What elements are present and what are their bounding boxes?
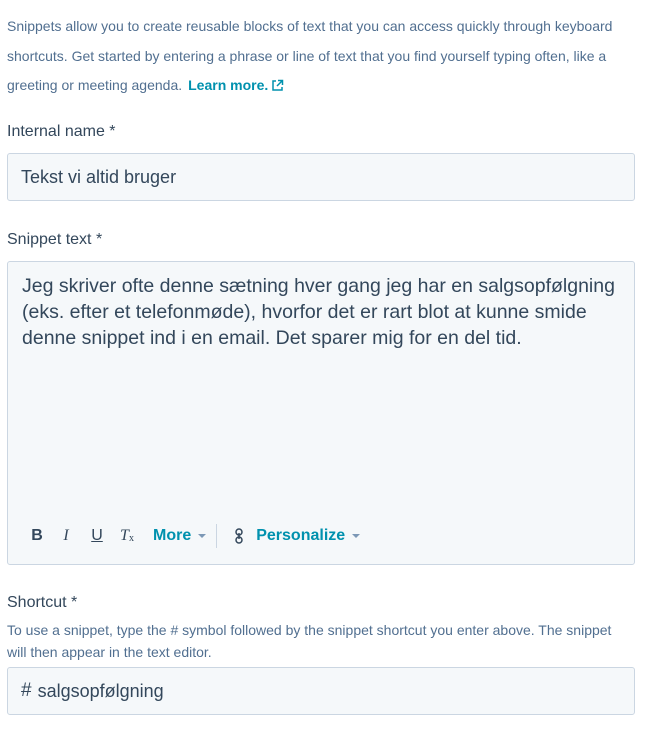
more-dropdown[interactable] (153, 527, 206, 545)
personalize-label: Personalize (256, 527, 346, 544)
shortcut-input[interactable] (7, 667, 635, 715)
clear-format-label: T (120, 527, 129, 544)
snippet-text-editor[interactable] (7, 261, 635, 565)
link-icon (234, 528, 244, 544)
personalize-dropdown[interactable] (256, 527, 360, 545)
internal-name-input[interactable] (7, 153, 635, 201)
shortcut-value: salgsopfølgning (37, 680, 164, 701)
hash-prefix: # (21, 680, 32, 701)
intro-description: Snippets allow you to create reusable blocks of text that you can access quickly through keyboard shortcuts. Get started by entering a phrase or line of text that you find yourself typing often, like a greeting or meeting agenda. (7, 18, 613, 93)
internal-name-label: Internal name * (7, 123, 116, 140)
more-label: More (153, 527, 192, 544)
learn-more-link[interactable] (188, 77, 284, 93)
chevron-down-icon (352, 534, 360, 538)
bold-button[interactable]: B (31, 527, 43, 544)
underline-button[interactable]: U (91, 527, 103, 544)
snippet-text-label: Snippet text * (7, 231, 103, 248)
external-link-icon (271, 73, 284, 103)
editor-toolbar (30, 524, 360, 548)
clear-format-sub: x (128, 532, 134, 544)
toolbar-divider (216, 524, 217, 548)
clear-format-button[interactable] (119, 527, 135, 545)
learn-more-label: Learn more. (188, 77, 269, 93)
shortcut-label: Shortcut * (7, 594, 78, 611)
chevron-down-icon (198, 534, 206, 538)
snippet-text-content[interactable]: Jeg skriver ofte denne sætning hver gang jeg har en salgsopfølgning (eks. efter et telefonmøde), hvorfor det er rart blot at kunne smide denne snippet ind i en email. Det sparer mig for en del tid. (22, 275, 615, 349)
intro-text (7, 12, 647, 103)
internal-name-value: Tekst vi altid bruger (21, 166, 177, 187)
shortcut-help-text: To use a snippet, type the # symbol followed by the snippet shortcut you enter above. The snippet will then appear in the text editor. (7, 622, 612, 660)
italic-button[interactable]: I (63, 527, 69, 544)
